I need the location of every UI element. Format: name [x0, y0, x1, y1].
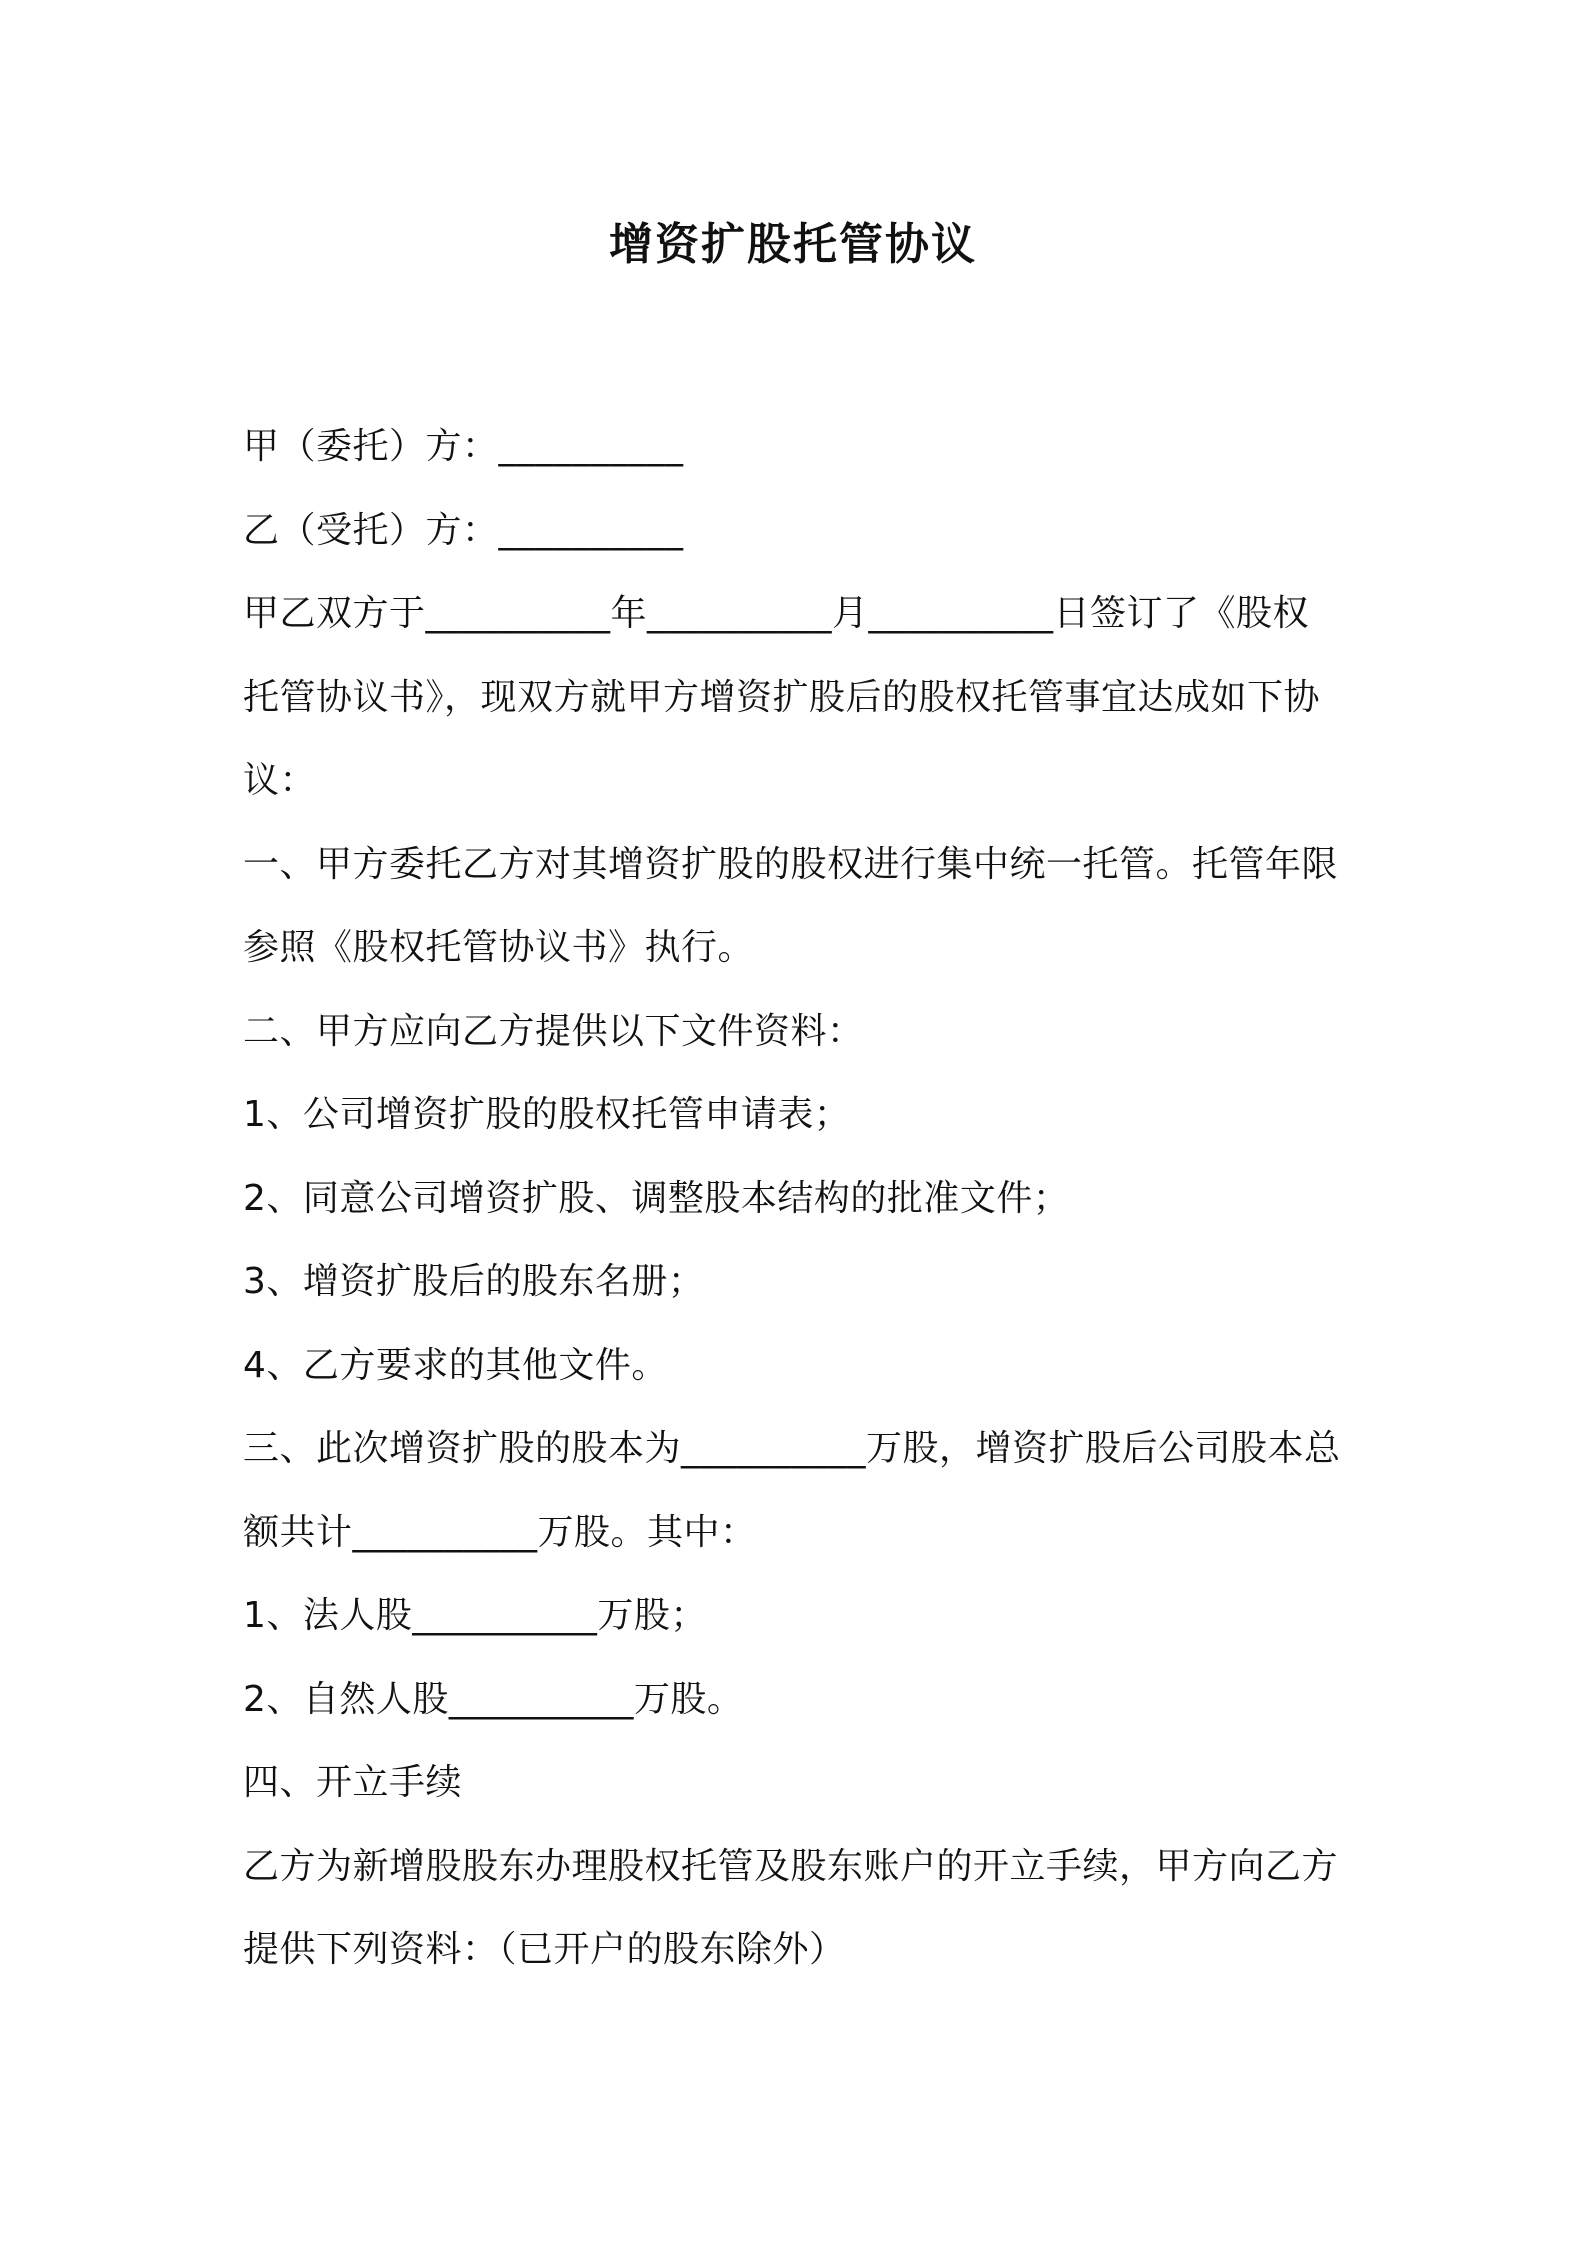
document-title: 增资扩股托管协议 — [609, 219, 977, 270]
document-body — [243, 405, 1363, 1992]
preamble-line-3: 议： — [243, 760, 317, 801]
clause-3-item-1: 1、法人股__________万股； — [243, 1595, 707, 1636]
clause-2-heading: 二、甲方应向乙方提供以下文件资料： — [243, 1010, 864, 1052]
clause-3-line-1: 三、此次增资扩股的股本为__________万股，增资扩股后公司股本总 — [243, 1428, 1341, 1469]
clause-3-item-2: 2、自然人股__________万股。 — [243, 1678, 744, 1720]
clause-4-line-1: 乙方为新增股股东办理股权托管及股东账户的开立手续，甲方向乙方 — [243, 1845, 1339, 1887]
clause-3-line-2: 额共计__________万股。其中： — [243, 1511, 757, 1553]
clause-2-item-1: 1、公司增资扩股的股权托管申请表； — [243, 1094, 851, 1135]
preamble-line-1: 甲乙双方于__________年__________月__________日签订了《股权 — [243, 593, 1310, 634]
clause-1-line-1: 一、甲方委托乙方对其增资扩股的股权进行集中统一托管。托管年限 — [243, 843, 1339, 885]
party-b-line: 乙（受托）方：__________ — [243, 509, 684, 551]
clause-2-item-4: 4、乙方要求的其他文件。 — [243, 1344, 668, 1386]
clause-4-line-2: 提供下列资料：（已开户的股东除外） — [243, 1929, 846, 1970]
clause-4-heading: 四、开立手续 — [243, 1762, 463, 1803]
clause-2-item-3: 3、增资扩股后的股东名册； — [243, 1261, 705, 1302]
preamble-line-2: 托管协议书》，现双方就甲方增资扩股后的股权托管事宜达成如下协 — [243, 676, 1321, 718]
party-a-line: 甲（委托）方：__________ — [243, 426, 684, 467]
clause-2-item-2: 2、同意公司增资扩股、调整股本结构的批准文件； — [243, 1177, 1070, 1219]
clause-1-line-2: 参照《股权托管协议书》执行。 — [243, 927, 755, 968]
